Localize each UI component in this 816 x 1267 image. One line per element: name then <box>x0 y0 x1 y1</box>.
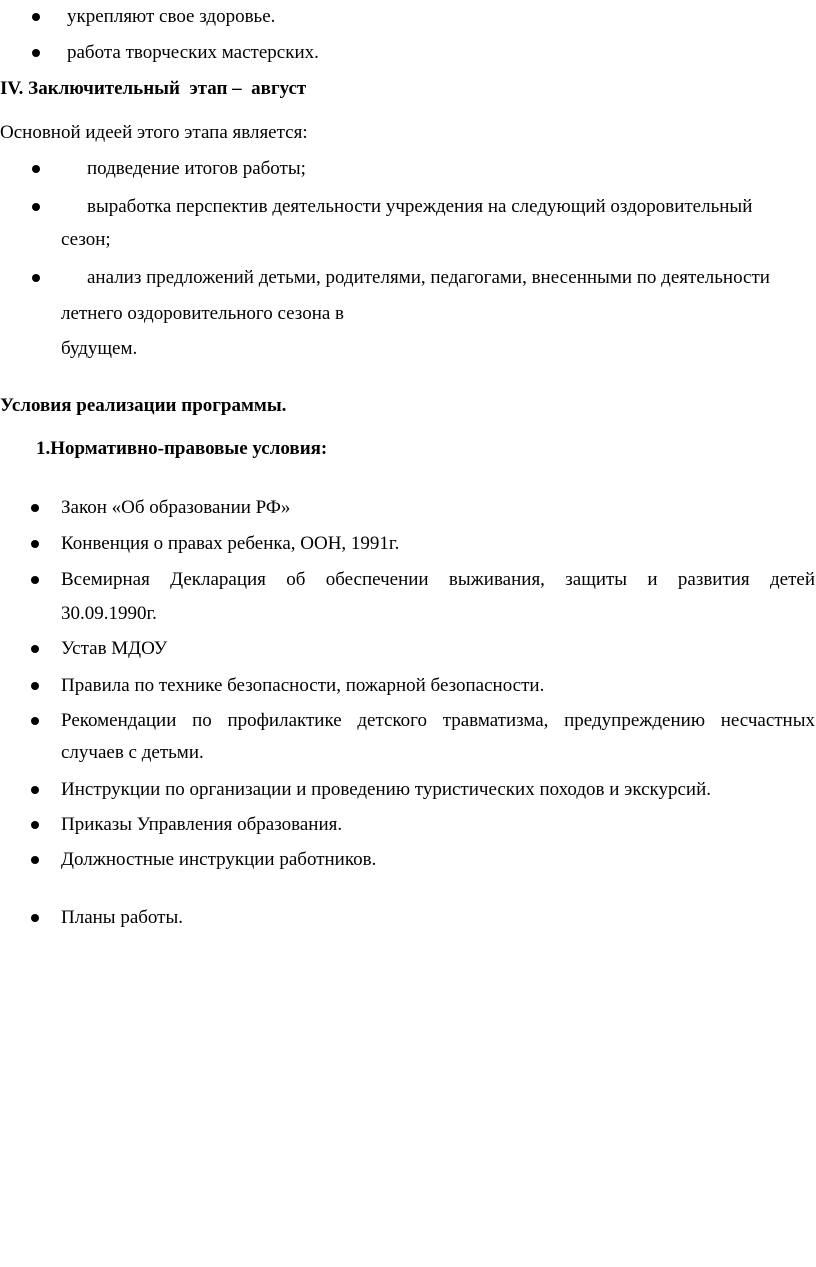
list-item: Всемирная Декларация об обеспечении выживания, защиты и развития детей <box>61 569 815 590</box>
bullet-icon <box>31 914 39 922</box>
list-item: анализ предложений детьми, родителями, педагогами, внесенными по деятельности <box>87 267 770 288</box>
subsection-heading: 1.Нормативно-правовые условия: <box>36 438 328 459</box>
bullet-icon <box>31 540 39 548</box>
list-item: подведение итогов работы; <box>87 158 306 179</box>
bullet-icon <box>32 203 40 211</box>
list-item: Устав МДОУ <box>61 638 168 659</box>
list-item: выработка перспектив деятельности учреждения на следующий оздоровительный <box>87 196 753 217</box>
bullet-icon <box>31 645 39 653</box>
list-item-continuation: сезон; <box>61 229 111 250</box>
bullet-icon <box>32 274 40 282</box>
bullet-icon <box>32 13 40 21</box>
bullet-icon <box>31 717 39 725</box>
list-item: Инструкции по организации и проведению туристических походов и экскурсий. <box>61 779 711 800</box>
bullet-icon <box>31 504 39 512</box>
bullet-icon <box>32 165 40 173</box>
list-item: работа творческих мастерских. <box>67 42 319 63</box>
stage-heading: IV. Заключительный этап – август <box>0 78 307 99</box>
list-item: Приказы Управления образования. <box>61 814 343 835</box>
list-item: укрепляют свое здоровье. <box>67 6 276 27</box>
list-item: Конвенция о правах ребенка, ООН, 1991г. <box>61 533 400 554</box>
list-item: Закон «Об образовании РФ» <box>61 497 291 518</box>
bullet-icon <box>31 682 39 690</box>
section-heading: Условия реализации программы. <box>0 395 287 416</box>
list-item-continuation: будущем. <box>61 338 138 359</box>
list-item-continuation: случаев с детьми. <box>61 742 204 763</box>
list-item: Должностные инструкции работников. <box>61 849 377 870</box>
list-item-continuation: летнего оздоровительного сезона в <box>61 303 345 324</box>
list-item: Правила по технике безопасности, пожарной безопасности. <box>61 675 545 696</box>
list-item-continuation: 30.09.1990г. <box>61 603 157 624</box>
bullet-icon <box>31 576 39 584</box>
list-item: Планы работы. <box>61 907 183 928</box>
bullet-icon <box>32 49 40 57</box>
bullet-icon <box>31 821 39 829</box>
stage-intro: Основной идеей этого этапа является: <box>0 122 308 143</box>
list-item: Рекомендации по профилактике детского травматизма, предупреждению несчастных <box>61 710 815 731</box>
bullet-icon <box>31 786 39 794</box>
bullet-icon <box>31 856 39 864</box>
